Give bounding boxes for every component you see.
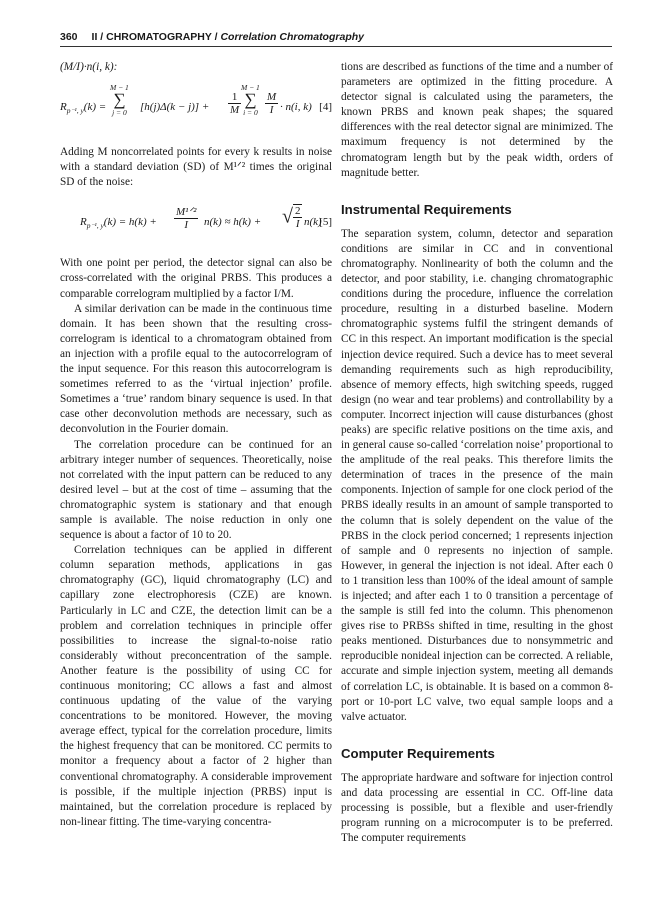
eq4-sum2-top: M − 1 (241, 83, 260, 93)
eq5-mid: n(k) ≈ h(k) + (204, 216, 262, 229)
eq5-end: n(k) (304, 216, 322, 229)
eq5-sqrt-den: I (295, 218, 300, 231)
paragraph-computer: The appropriate hardware and software for injection control and data processing are essential in CC. Off-line data processing is possible, but a flexible and user-friendly program running on a microcomputer is to be preferred. The computer requirements (341, 771, 613, 845)
heading-computer-requirements: Computer Requirements (341, 745, 495, 761)
header-rule (60, 46, 612, 47)
eq5-f-den: I (184, 219, 189, 232)
intro-line: (M/I)·n(i, k): (60, 61, 118, 73)
eq4-number: [4] (319, 101, 332, 114)
eq5-number: [5] (319, 216, 332, 229)
eq4-sum-1: M − 1 ∑ j = 0 (110, 83, 129, 118)
para-adding: Adding M noncorrelated points for every k results in noise with a standard deviation (SD) of M¹ᐟ² times the original SD of the noise: (60, 146, 332, 189)
eq4-term1: [h(j)Δ(k − j)] + (140, 101, 210, 114)
eq4-term2: · n(i, k) (280, 101, 312, 114)
equation-4 (60, 83, 332, 133)
paragraph: The correlation procedure can be continued for an arbitrary integer number of sequences. Theoretically, noise not correlated with the input pattern can be reduced to any desired level – but at the cost of time – assuming that the chromatographic system is stationary and that enough sample is available. The noise reduction in only one sequence is about a factor of 10 to 20. (60, 438, 332, 542)
left-column (60, 60, 332, 830)
eq4-f1-num: 1 (228, 91, 241, 104)
right-column (341, 60, 613, 846)
eq4-f2-num: M (267, 91, 277, 104)
eq5-sqrt: √ $\frac{2}{I}$ (282, 205, 301, 231)
paragraph: Correlation techniques can be applied in different column separation methods, applications in gas chromatography (GC), liquid chromatography (LC) and capillary zone electrophoresis (CZE) are known. Particularly in LC and CZE, the detection limit can be a problem and correlation techniques in principle offer possibilities to increase the signal-to-noise ratio considerably without preconcentration of the sample. Another feature is the possibility of using CC for continuous monitoring; CC allows a fast and almost continuous updating of the value of the varying concentrations to be monitored. However, the moving average effect, typical for the correlation procedure, limits the highest frequency that can be monitored. CC permits to monitor a frequency about a factor of 2 higher than conventional chromatography. A considerable improvement is possible, if the multiple injection (PRBS) input is maintained, but the correlation procedure is replaced by non-linear fitting. The time-varying concentra- (60, 544, 332, 828)
eq4-sum2-bot: i = 0 (243, 108, 258, 118)
paragraph: A similar derivation can be made in the continuous time domain. It has been shown that the resulting cross-correlogram is identical to a chromatogram obtained from an injection with a profile equal to the autocorrelogram of the input sequence. For this reason this autocorrelogram is sometimes referred to as the ‘virtual injection’ profile. Sometimes a ‘true’ random binary sequence is used. In that case other deconvolution methods are necessary, such as deconvolution in the Fourier domain. (60, 302, 332, 436)
eq4-f2-den: I (269, 104, 274, 117)
eq5-sqrt-frac (293, 205, 303, 230)
paragraph: With one point per period, the detector signal can also be cross-correlated with the original PRBS. This produces a comparable correlogram multiplied by a factor I/M. (60, 257, 332, 300)
eq5-lhs: R (80, 216, 87, 229)
eq4-f1-den: M (230, 104, 240, 117)
page-number: 360 (60, 31, 78, 43)
eq4-lhs-sub: p⁻¹, y (66, 106, 84, 116)
eq5-lhs-sub: p⁻¹, y (86, 221, 104, 231)
header-section: II / CHROMATOGRAPHY / (91, 31, 221, 43)
eq4-sum1-bot: j = 0 (112, 108, 127, 118)
eq5-frac (174, 206, 198, 231)
paragraph-instrumental: The separation system, column, detector and separation conditions are similar in CC and in conventional chromatography. Nonlinearity of both the column and the detector, and poor stability, i.e. changing chromatographic conditions during the procedure, influence the correlation procedure, resulting in a disturbed baseline. Modern chromatographic systems fulfil the stringent demands of CC in this respect. An important modification is the special injection device required. Such a device has to meet several demanding requirements such as high reproducibility, absence of memory effects, high switching speeds, rugged design (no wear and tear problems) and controllability by a computer. Incorrect injection will cause disturbances (ghost peaks) are specific relative positions on the time axis, and in general cause so-called ‘correlation noise’ proportional to the amplitude of the real peaks. This therefore limits the determination of traces in the presence of the main components. Injection of sample for one clock period of the PRBS ideally results in an amount of sample transported to the column that is solely dependent on the value of the PRBS in the clock period concerned; 1 represents injection of sample and 0 represents no injection of sample. However, in general the injection is not ideal. After each 0 to 1 transition less than 100% of the ideal amount of sample is injected; and after each 1 to 0 transition a percentage of the sample is still fed into the column. This phenomenon gives rise to PRBSs shifted in time, resulting in the ghost peaks mentioned. Disturbances due to nonsymmetric and reproducible nonideal injection can be corrected. A reliable, accurate and simple injection system, meeting all demands of correlation LC, is obtainable. It is based on a common 8-port or 10-port LC valve, two equal sample loops and a valve actuator. (341, 227, 613, 723)
eq4-lhs-arg: (k) = (83, 101, 107, 114)
eq4-frac-2 (265, 91, 278, 116)
eq4-lhs: R (60, 101, 67, 114)
header-topic: Correlation Chromatography (220, 31, 364, 43)
eq5-sqrt-num: 2 (294, 205, 301, 218)
equation-5 (60, 204, 332, 244)
eq5-lhs-arg: (k) = h(k) + (103, 216, 157, 229)
running-header (60, 31, 612, 43)
eq4-sum1-top: M − 1 (110, 83, 129, 93)
eq4-frac-1 (228, 91, 241, 116)
eq4-sum-2: M − 1 ∑ i = 0 (241, 83, 260, 118)
eq5-f-num: M¹ᐟ² (176, 206, 197, 219)
heading-instrumental-requirements: Instrumental Requirements (341, 201, 512, 217)
paragraph-continuation: tions are described as functions of the time and a number of parameters are optimized in the fitting procedure. A detector signal is calculated using the parameters, the known PRBS and known peak shapes; the squared differences with the real detector signal are minimized. The maximum frequency is not determined by the chromatogram length but by the peak width, orders of magnitude better. (341, 61, 613, 179)
